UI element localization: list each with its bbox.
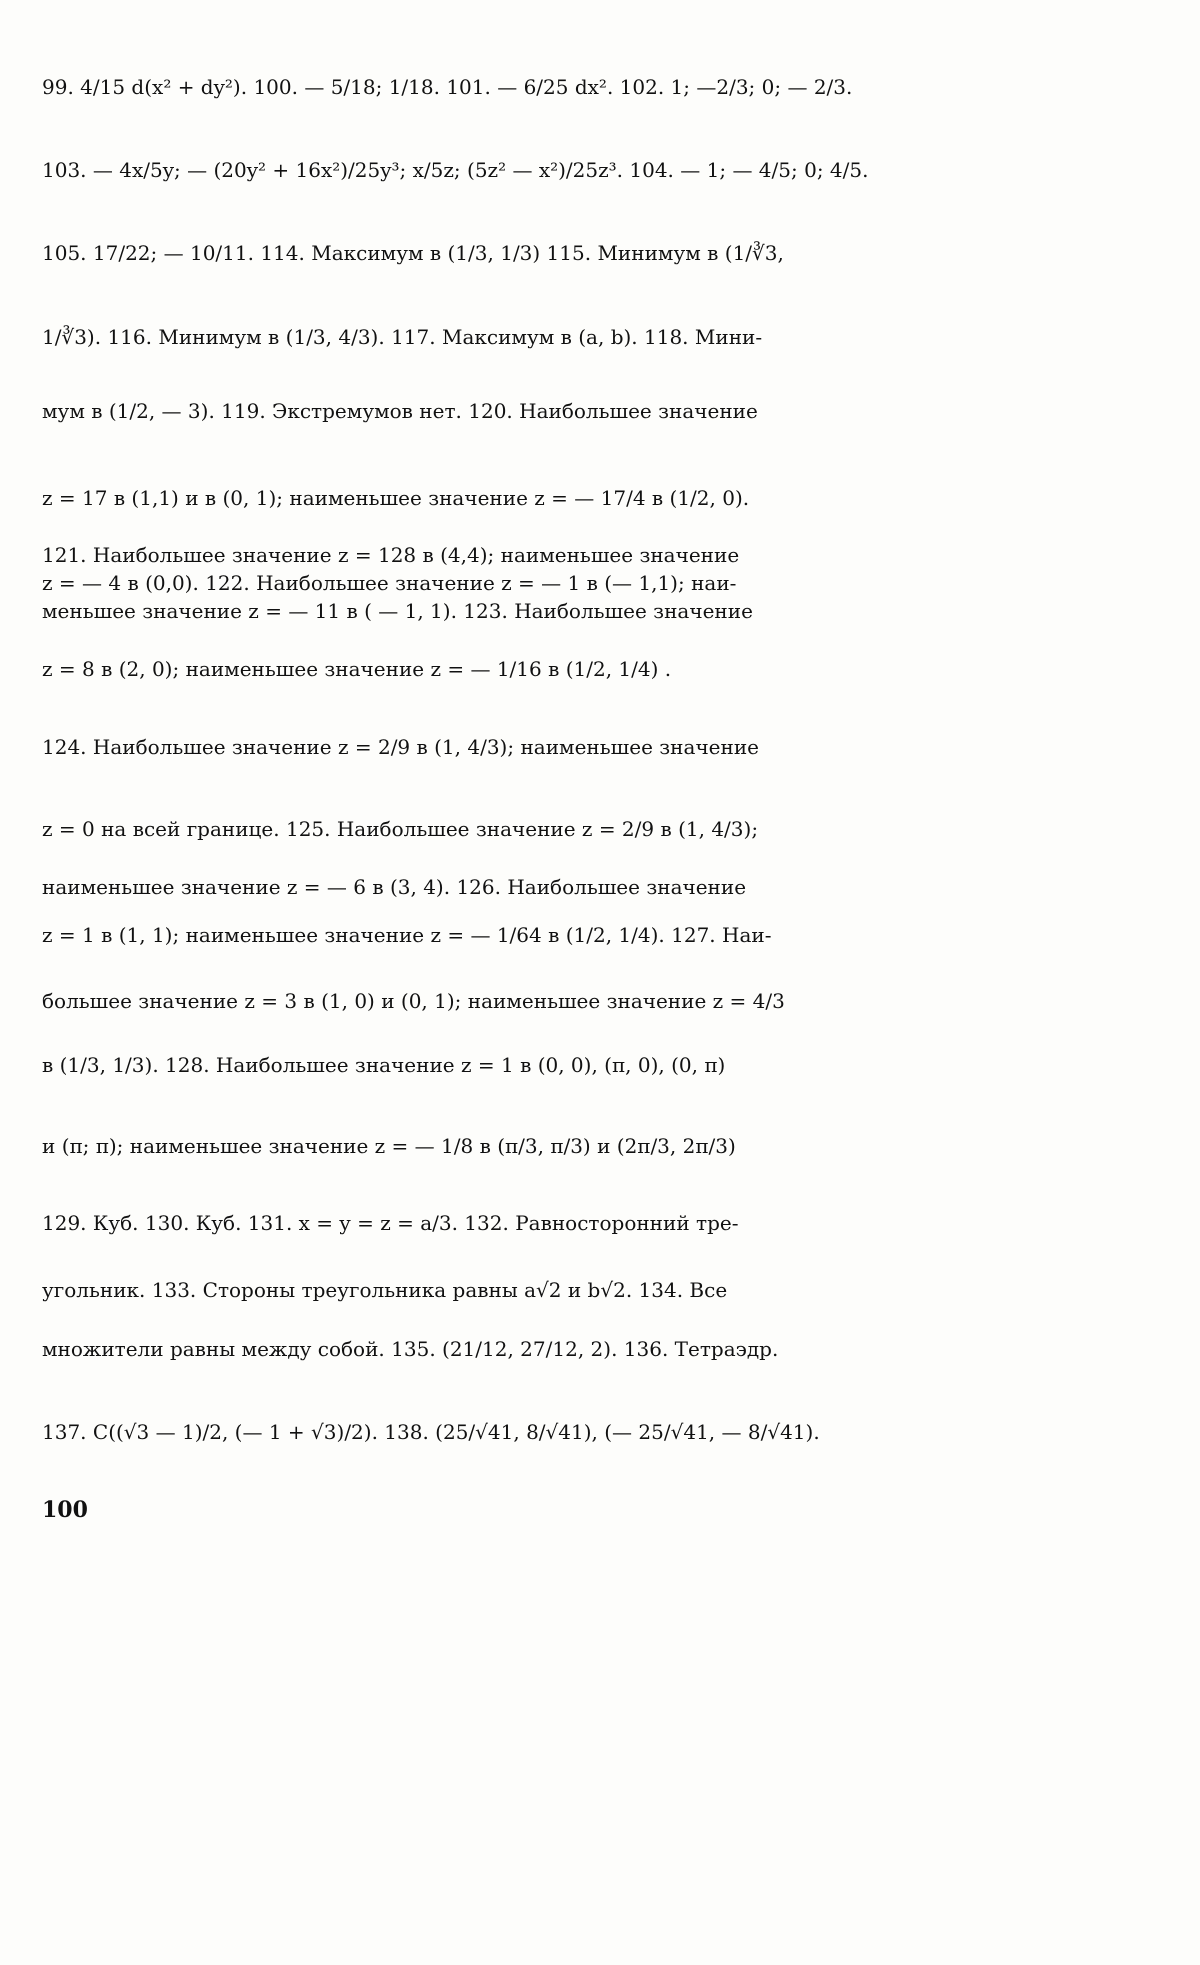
answer-line-20: множители равны между собой. 135. (21/12, 27/12, 2). 136. Тетраэдр.: [42, 1337, 779, 1361]
answer-line-18: 129. Куб. 130. Куб. 131. x = y = z = a/3. 132. Равносторонний тре-: [42, 1211, 739, 1235]
answer-line-12: z = 0 на всей границе. 125. Наибольшее значение z = 2/9 в (1, 4/3);: [42, 817, 759, 841]
answer-line-10: z = 8 в (2, 0); наименьшее значение z = — 1/16 в (1/2, 1/4) .: [42, 657, 672, 681]
answer-line-14: z = 1 в (1, 1); наименьшее значение z = — 1/64 в (1/2, 1/4). 127. Наи-: [42, 923, 772, 947]
answer-line-17: и (π; π); наименьшее значение z = — 1/8 в (π/3, π/3) и (2π/3, 2π/3): [42, 1134, 736, 1158]
answer-line-1: 99. 4/15 d(x² + dy²). 100. — 5/18; 1/18. 101. — 6/25 dx². 102. 1; —2/3; 0; — 2/3.: [42, 75, 853, 99]
answer-line-7: 121. Наибольшее значение z = 128 в (4,4); наименьшее значение: [42, 543, 740, 567]
answer-line-16: в (1/3, 1/3). 128. Наибольшее значение z = 1 в (0, 0), (π, 0), (0, π): [42, 1053, 726, 1077]
page-number: 100: [42, 1497, 88, 1523]
answer-line-8: z = — 4 в (0,0). 122. Наибольшее значение z = — 1 в (— 1,1); наи-: [42, 571, 737, 595]
answer-line-13: наименьшее значение z = — 6 в (3, 4). 126. Наибольшее значение: [42, 875, 747, 899]
answer-line-9: меньшее значение z = — 11 в ( — 1, 1). 123. Наибольшее значение: [42, 599, 753, 623]
answer-line-11: 124. Наибольшее значение z = 2/9 в (1, 4/3); наименьшее значение: [42, 735, 759, 759]
answer-line-2: 103. — 4x/5y; — (20y² + 16x²)/25y³; x/5z; (5z² — x²)/25z³. 104. — 1; — 4/5; 0; 4/5.: [42, 158, 869, 182]
answer-line-15: большее значение z = 3 в (1, 0) и (0, 1); наименьшее значение z = 4/3: [42, 989, 785, 1013]
answer-line-5: мум в (1/2, — 3). 119. Экстремумов нет. 120. Наибольшее значение: [42, 399, 758, 423]
answer-line-19: угольник. 133. Стороны треугольника равны a√2 и b√2. 134. Все: [42, 1278, 728, 1302]
answer-line-21: 137. C((√3 — 1)/2, (— 1 + √3)/2). 138. (25/√41, 8/√41), (— 25/√41, — 8/√41).: [42, 1420, 820, 1444]
answer-line-4: 1/∛3). 116. Минимум в (1/3, 4/3). 117. Максимум в (a, b). 118. Мини-: [42, 325, 763, 349]
answer-line-6: z = 17 в (1,1) и в (0, 1); наименьшее значение z = — 17/4 в (1/2, 0).: [42, 486, 750, 510]
answer-line-3: 105. 17/22; — 10/11. 114. Максимум в (1/3, 1/3) 115. Минимум в (1/∛3,: [42, 241, 784, 265]
